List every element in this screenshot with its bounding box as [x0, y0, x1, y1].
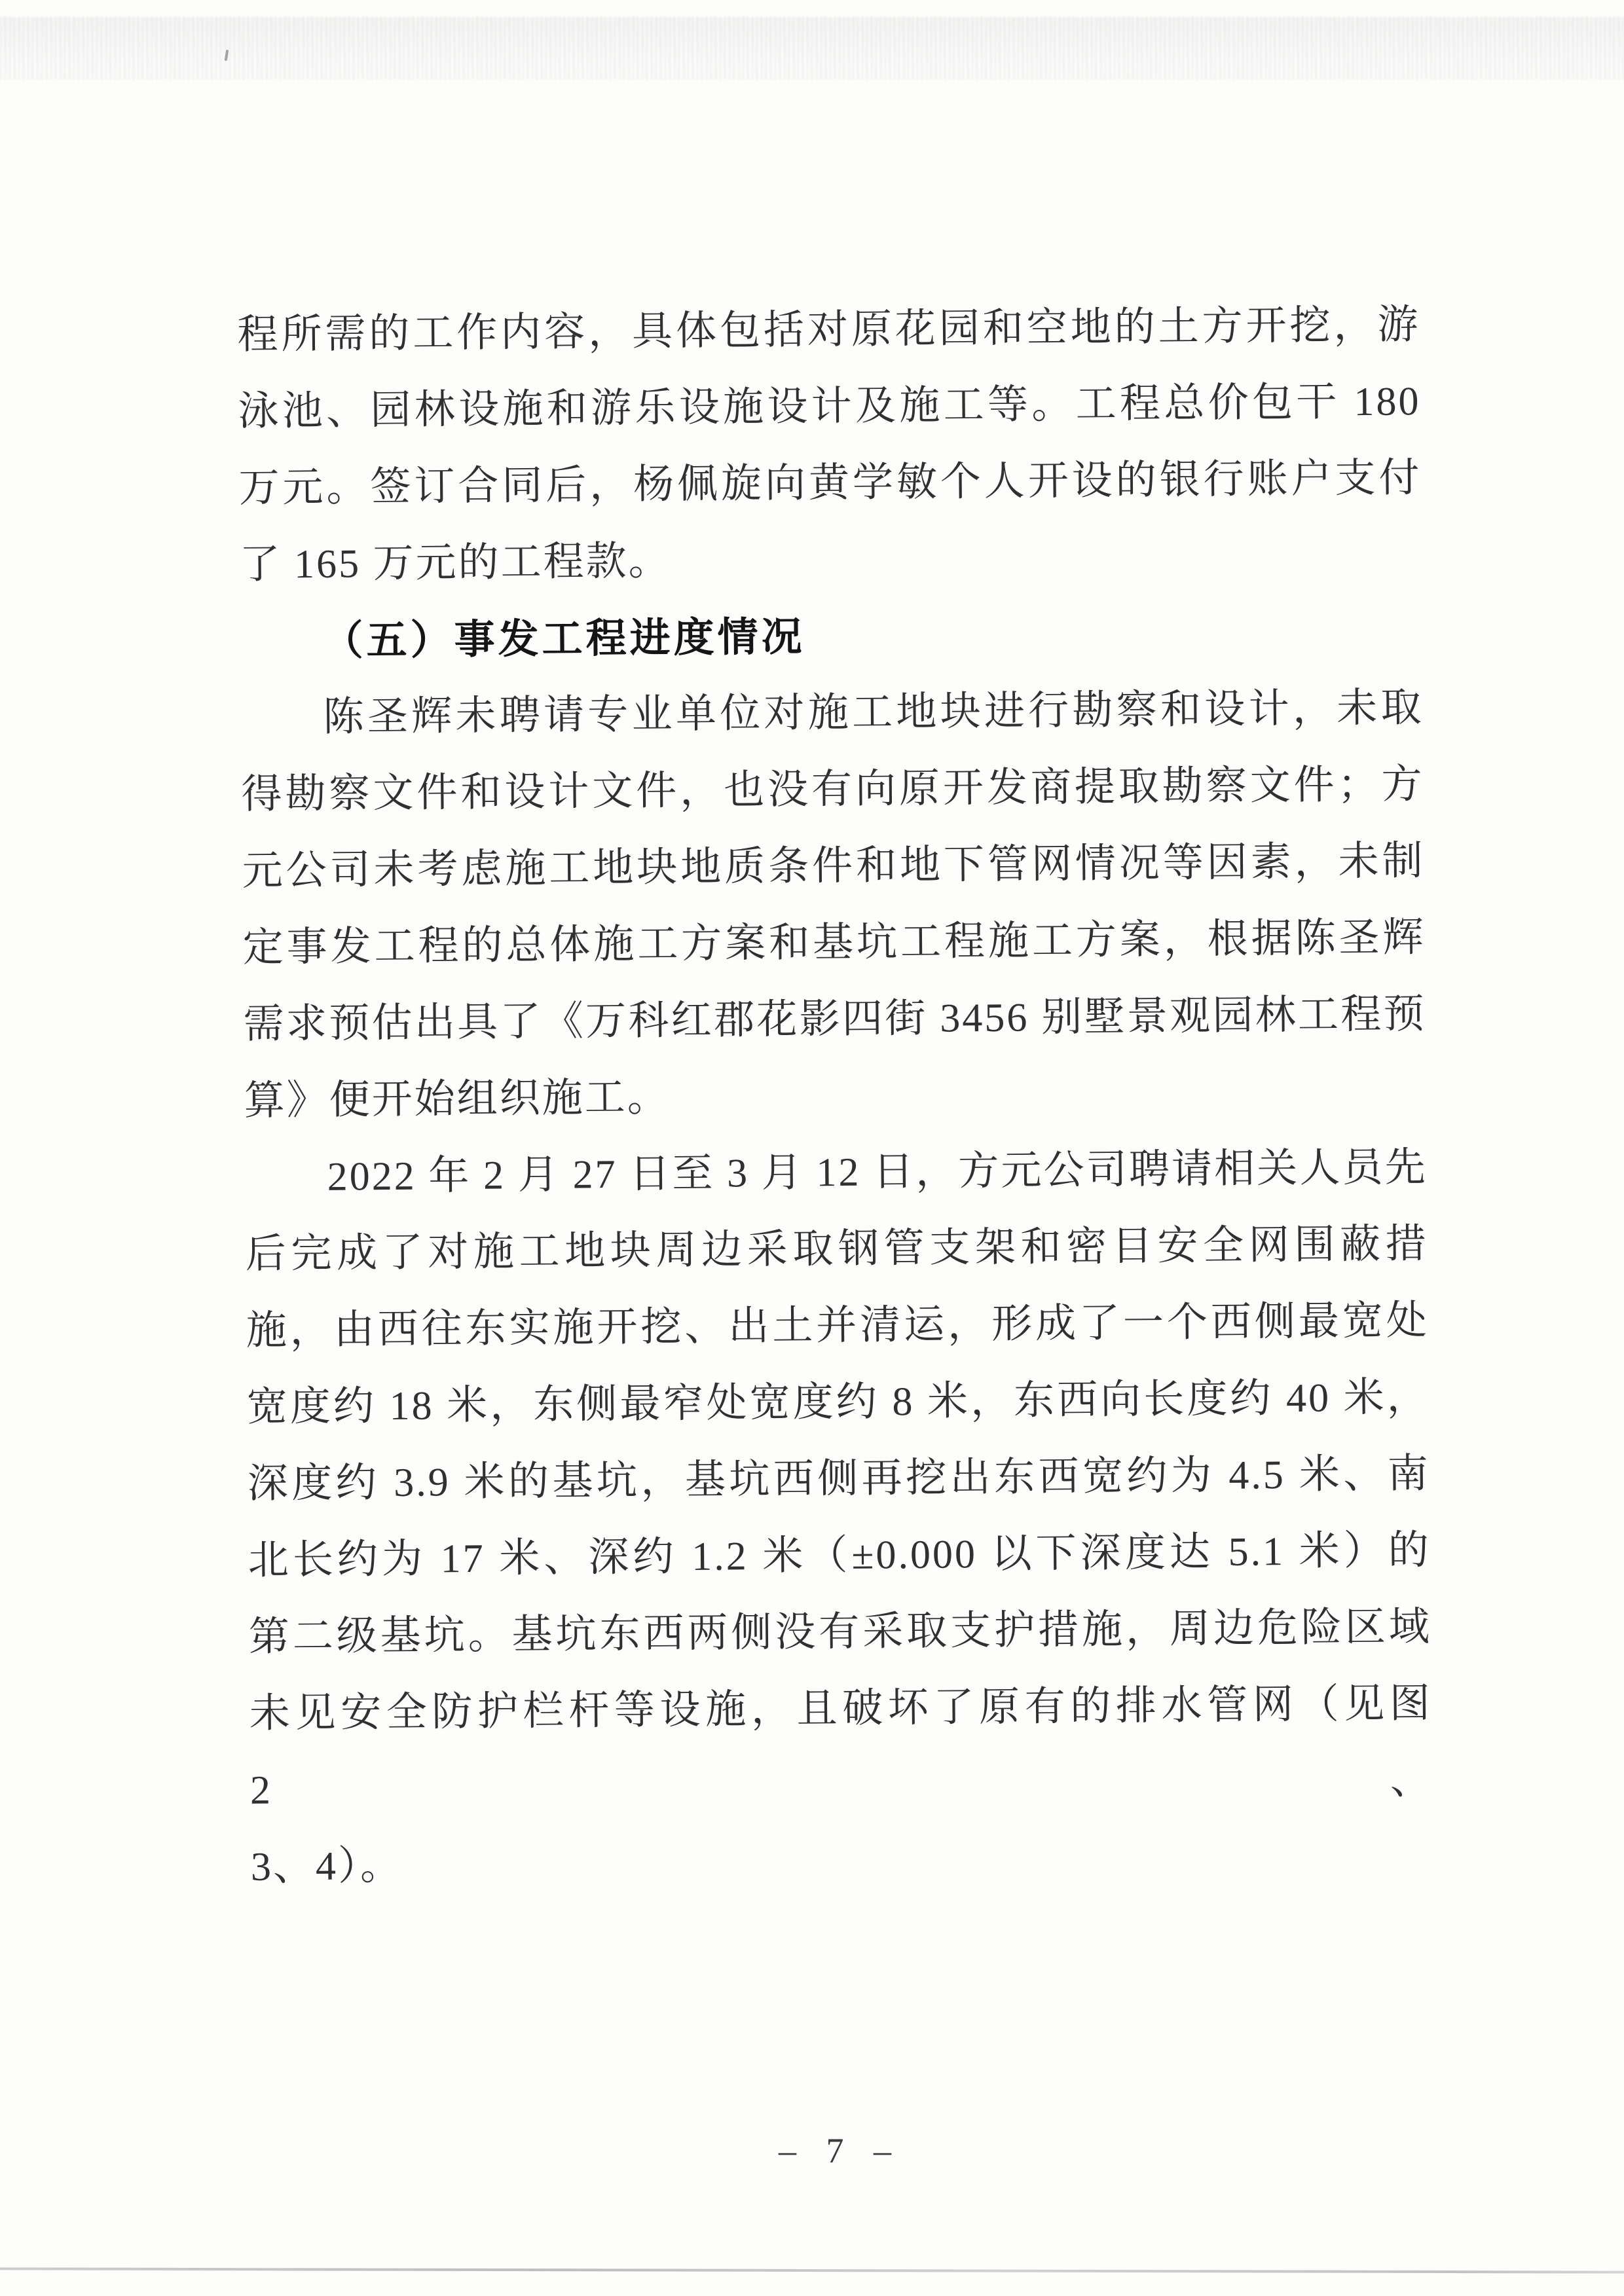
- scan-line-artifact: [0, 2267, 1624, 2273]
- text-line: 施，由西往东实施开挖、出土并清运，形成了一个西侧最宽处: [246, 1298, 1430, 1353]
- text-line: 宽度约 18 米，东侧最窄处宽度约 8 米，东西向长度约 40 米，: [246, 1375, 1430, 1430]
- text-line: 未见安全防护栏杆等设施，且破坏了原有的排水管网（见图 2、: [249, 1681, 1433, 1813]
- text-line: 陈圣辉未聘请专业单位对施工地块进行勘察和设计，未取: [323, 685, 1424, 740]
- text-line: 元公司未考虑施工地块地质条件和地下管网情况等因素，未制: [242, 839, 1425, 894]
- text-line: 2022 年 2 月 27 日至 3 月 12 日，方元公司聘请相关人员先: [327, 1145, 1428, 1199]
- text-line: 北长约为 17 米、深约 1.2 米（±0.000 以下深度达 5.1 米）的: [248, 1528, 1431, 1583]
- text-line: 定事发工程的总体施工方案和基坑工程施工方案，根据陈圣辉: [242, 915, 1426, 970]
- page-number: – 7 –: [779, 2131, 893, 2170]
- text-line: 算》便开始组织施工。: [244, 1075, 671, 1123]
- page-footer: [24, 2130, 1624, 2171]
- text-line: 程所需的工作内容，具体包括对原花园和空地的土方开挖，游: [237, 302, 1420, 357]
- text-line: 第二级基坑。基坑东西两侧没有采取支护措施，周边危险区域: [248, 1605, 1432, 1660]
- text-line: 得勘察文件和设计文件，也没有向原开发商提取勘察文件；方: [241, 762, 1424, 817]
- text-line: 泳池、园林设施和游乐设施设计及施工等。工程总价包干 180: [238, 379, 1421, 434]
- scan-noise-artifact: [0, 17, 1624, 80]
- text-line: 深度约 3.9 米的基坑，基坑西侧再挖出东西宽约为 4.5 米、南: [247, 1451, 1431, 1506]
- document-text: [237, 287, 1433, 1906]
- text-line: 万元。签订合同后，杨佩旋向黄学敏个人开设的银行账户支付: [238, 456, 1422, 511]
- text-line: 3、4）。: [250, 1843, 403, 1889]
- text-line: 了 165 万元的工程款。: [239, 539, 671, 587]
- text-line: 后完成了对施工地块周边采取钢管支架和密目安全网围蔽措: [245, 1222, 1428, 1277]
- text-line: 需求预估出具了《万科红郡花影四街 3456 别墅景观园林工程预: [243, 992, 1426, 1047]
- section-heading: （五）事发工程进度情况: [322, 614, 805, 664]
